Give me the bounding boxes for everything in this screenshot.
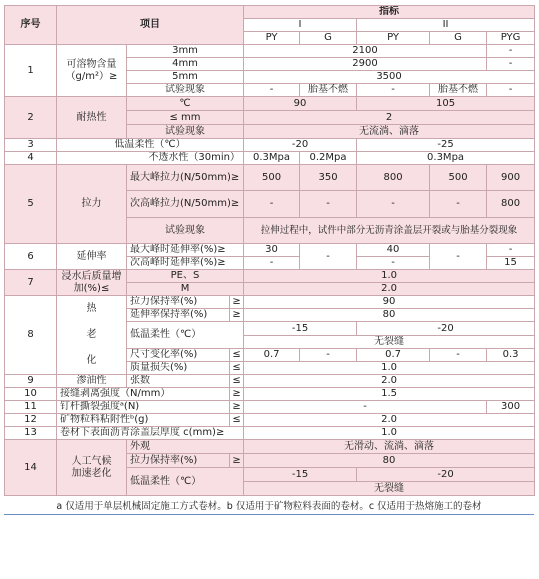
row3-value-1: -20	[244, 139, 357, 152]
row8-sym-elong: ≥	[230, 309, 244, 322]
row8-size-py2: 0.7	[357, 349, 430, 362]
row6-g1: -	[300, 244, 357, 270]
row14-lowtemp-2: -20	[357, 468, 535, 482]
row8-elong-value: 80	[244, 309, 535, 322]
row10-value: 1.5	[244, 388, 535, 401]
row14-look-value: 无滑动、流淌、滴落	[244, 440, 535, 454]
row4-value-py1: 0.3Mpa	[244, 152, 300, 165]
row5-obs-value: 拉伸过程中，试件中部分无沥青涂盖层开裂或与胎基分裂现象	[244, 218, 535, 244]
row5-sub-sec: 次高峰拉力(N/50mm)≥	[127, 191, 244, 218]
row5-title: 拉力	[57, 165, 127, 244]
header-col-g2: G	[430, 32, 487, 45]
row7-value-pes: 1.0	[244, 270, 535, 283]
row9-sym: ≤	[230, 375, 244, 388]
row11-sym: ≥	[230, 401, 244, 414]
header-col-py2: PY	[357, 32, 430, 45]
row12-title: 矿物粒料粘附性ᵇ(g)	[57, 414, 230, 427]
row4-value-2: 0.3Mpa	[357, 152, 535, 165]
row5-max-g2: 500	[430, 165, 487, 191]
row5-sec-pyg: 800	[487, 191, 535, 218]
row11-value-pyg: 300	[487, 401, 535, 414]
row1-obs-pyg: -	[487, 84, 535, 97]
row8-lowtemp-2: -20	[357, 322, 535, 336]
row14-nocrack: 无裂缝	[244, 482, 535, 496]
row8-tensile-value: 90	[244, 296, 535, 309]
spec-table-container	[4, 5, 534, 515]
row14-title	[57, 440, 127, 496]
row11-no: 11	[5, 401, 57, 414]
row6-max-pyg: -	[487, 244, 535, 257]
row10-title: 接缝剥离强度（N/mm）	[57, 388, 230, 401]
row8-mass-value: 1.0	[244, 362, 535, 375]
row8-sub-lowtemp: 低温柔性（℃）	[127, 322, 244, 349]
row11-value: -	[244, 401, 487, 414]
row1-obs-py2: -	[357, 84, 430, 97]
row5-no: 5	[5, 165, 57, 244]
row5-max-py2: 800	[357, 165, 430, 191]
row8-sub-elong: 延伸率保持率(%)	[127, 309, 230, 322]
bottom-divider	[4, 514, 534, 515]
header-col-g1: G	[300, 32, 357, 45]
row2-title: 耐热性	[57, 97, 127, 139]
row7-no: 7	[5, 270, 57, 296]
row1-obs-g1: 胎基不燃	[300, 84, 357, 97]
header-group-1: I	[244, 19, 357, 32]
header-col-pyg: PYG	[487, 32, 535, 45]
row14-lowtemp-1: -15	[244, 468, 357, 482]
row8-sub-size: 尺寸变化率(%)	[127, 349, 230, 362]
row7-title-line2: 加(%)≤	[73, 282, 110, 294]
row12-no: 12	[5, 414, 57, 427]
row8-size-g2: -	[430, 349, 487, 362]
row6-sub-sec: 次高峰时延伸率(%)≥	[127, 257, 244, 270]
row5-sub-obs: 试验现象	[127, 218, 244, 244]
row5-sec-g2: -	[430, 191, 487, 218]
row14-sub-lowtemp: 低温柔性（℃）	[127, 468, 244, 496]
row8-no: 8	[5, 296, 57, 375]
row11-title: 钉杆撕裂强度ᵃ(N)	[57, 401, 230, 414]
row2-mm-value: 2	[244, 111, 535, 125]
row9-value: 2.0	[244, 375, 535, 388]
row7-sub-m: M	[127, 283, 244, 296]
row5-max-pyg: 900	[487, 165, 535, 191]
row2-temp-1: 90	[244, 97, 357, 111]
row2-obs-value: 无流淌、滴落	[244, 125, 535, 139]
row6-max-py1: 30	[244, 244, 300, 257]
row2-sub-mm: ≤ mm	[127, 111, 244, 125]
row7-sub-pes: PE、S	[127, 270, 244, 283]
row1-obs-py1: -	[244, 84, 300, 97]
row2-no: 2	[5, 97, 57, 139]
row2-sub-obs: 试验现象	[127, 125, 244, 139]
row1-title	[57, 45, 127, 97]
row6-sec-py1: -	[244, 257, 300, 270]
row4-no: 4	[5, 152, 57, 165]
row8-title-char1: 热	[86, 303, 97, 314]
row12-sym: ≤	[230, 414, 244, 427]
row1-3mm-pyg: -	[487, 45, 535, 58]
row14-sub-look: 外观	[127, 440, 244, 454]
row14-no: 14	[5, 440, 57, 496]
row8-size-g1: -	[300, 349, 357, 362]
header-col-py1: PY	[244, 32, 300, 45]
row6-sec-py2: -	[357, 257, 430, 270]
row10-sym: ≥	[230, 388, 244, 401]
row7-title-line1: 浸水后质量增	[61, 270, 122, 282]
row8-lowtemp-1: -15	[244, 322, 357, 336]
row8-title-char2: 老	[86, 329, 97, 340]
row6-g2: -	[430, 244, 487, 270]
row1-5mm-value: 3500	[244, 71, 535, 84]
row8-size-pyg: 0.3	[487, 349, 535, 362]
row4-value-g1: 0.2Mpa	[300, 152, 357, 165]
row10-no: 10	[5, 388, 57, 401]
row5-sec-py2: -	[357, 191, 430, 218]
row8-sym-size: ≤	[230, 349, 244, 362]
row14-title-line1: 人工气候	[71, 455, 112, 467]
header-index: 指标	[244, 6, 535, 19]
row8-title	[57, 296, 127, 375]
row1-no: 1	[5, 45, 57, 97]
row13-no: 13	[5, 427, 57, 440]
row9-sub: 张数	[127, 375, 230, 388]
row5-sub-max: 最大峰拉力(N/50mm)≥	[127, 165, 244, 191]
row5-sec-g1: -	[300, 191, 357, 218]
header-no: 序号	[5, 6, 57, 45]
row9-no: 9	[5, 375, 57, 388]
row6-no: 6	[5, 244, 57, 270]
row8-nocrack: 无裂缝	[244, 336, 535, 349]
row1-title-line1: 可溶物含量	[66, 58, 117, 70]
row6-max-py2: 40	[357, 244, 430, 257]
row1-obs-g2: 胎基不燃	[430, 84, 487, 97]
row14-tensile-value: 80	[244, 454, 535, 468]
row6-sub-max: 最大峰时延伸率(%)≥	[127, 244, 244, 257]
row6-sec-pyg: 15	[487, 257, 535, 270]
row9-title: 渗油性	[57, 375, 127, 388]
row1-4mm-pyg: -	[487, 58, 535, 71]
row5-sec-py1: -	[244, 191, 300, 218]
row13-value: 1.0	[244, 427, 535, 440]
row1-title-line2: （g/m²）≥	[65, 70, 118, 82]
footnote: a 仅适用于单层机械固定施工方式卷材。b 仅适用于矿物粒料表面的卷材。c 仅适用于热熔施工的卷材	[56, 501, 482, 512]
row8-title-char3: 化	[86, 355, 97, 366]
row8-sub-mass: 质量损失(%)	[127, 362, 230, 375]
row6-title: 延伸率	[57, 244, 127, 270]
row5-max-py1: 500	[244, 165, 300, 191]
row8-sub-tensile: 拉力保持率(%)	[127, 296, 230, 309]
row3-value-2: -25	[357, 139, 535, 152]
row8-size-py1: 0.7	[244, 349, 300, 362]
row5-max-g1: 350	[300, 165, 357, 191]
header-item: 项目	[57, 6, 244, 45]
row14-sym-tensile: ≥	[230, 454, 244, 468]
row1-sub-3mm: 3mm	[127, 45, 244, 58]
row1-sub-4mm: 4mm	[127, 58, 244, 71]
row7-title	[57, 270, 127, 296]
header-group-2: II	[357, 19, 535, 32]
row1-4mm-value: 2900	[244, 58, 487, 71]
row7-value-m: 2.0	[244, 283, 535, 296]
row1-sub-obs: 试验现象	[127, 84, 244, 97]
row12-value: 2.0	[244, 414, 535, 427]
row2-temp-2: 105	[357, 97, 535, 111]
row8-sym-mass: ≤	[230, 362, 244, 375]
row1-3mm-value: 2100	[244, 45, 487, 58]
row14-sub-tensile: 拉力保持率(%)	[127, 454, 230, 468]
row3-title: 低温柔性（℃）	[57, 139, 244, 152]
spec-table	[4, 5, 535, 496]
row1-sub-5mm: 5mm	[127, 71, 244, 84]
row14-title-line2: 加速老化	[71, 467, 112, 479]
row8-sym-tensile: ≥	[230, 296, 244, 309]
row13-title: 卷材下表面沥青涂盖层厚度 c(mm)≥	[57, 427, 244, 440]
row3-no: 3	[5, 139, 57, 152]
row4-title: 不透水性（30min）	[57, 152, 244, 165]
row2-sub-temp: ℃	[127, 97, 244, 111]
